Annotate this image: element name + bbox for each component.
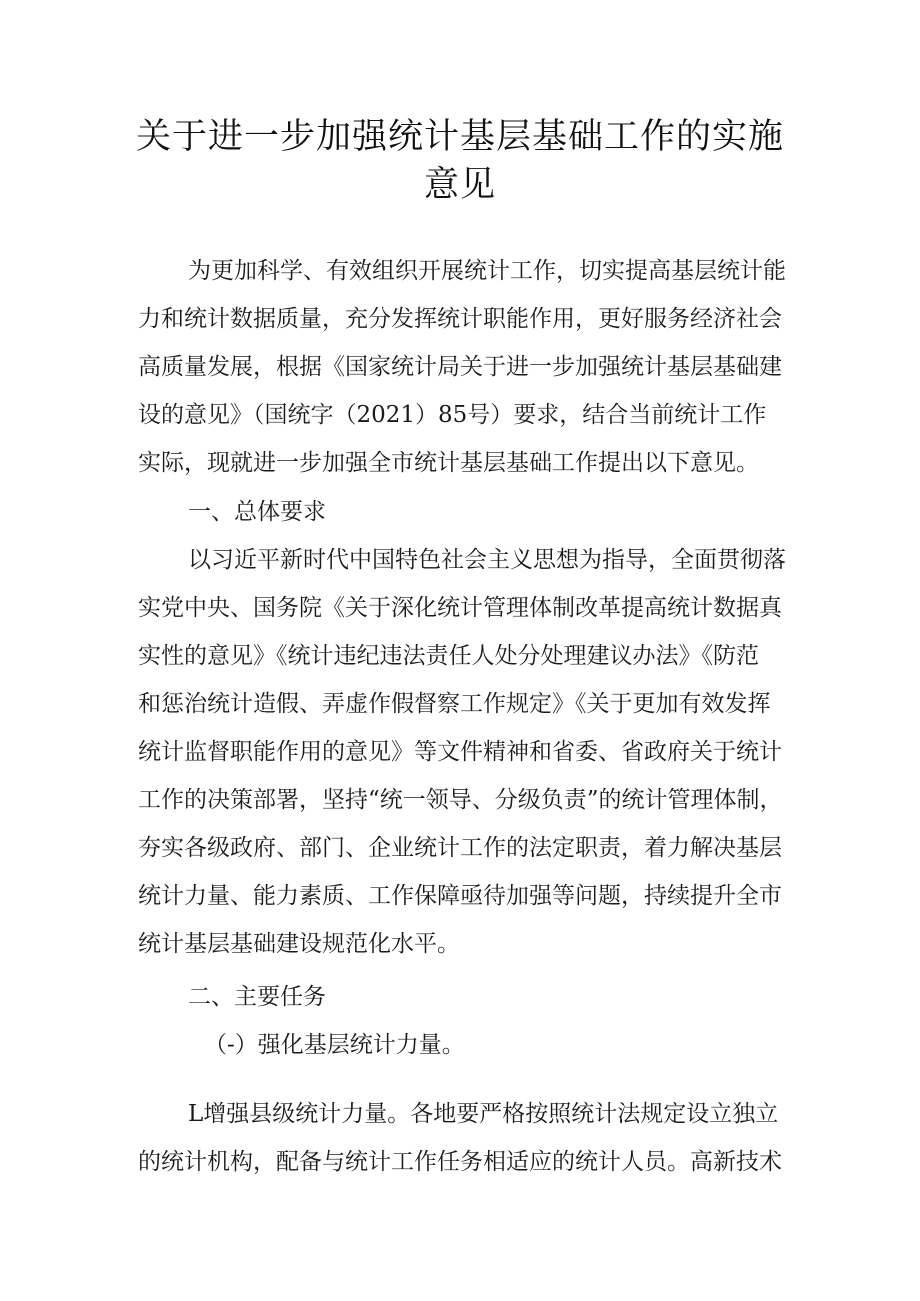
section-heading-2: 二、主要任务	[188, 984, 326, 1010]
subsection-heading-1: （-）强化基层统计力量。	[204, 1032, 465, 1058]
body-line: 实际，现就进一步加强全市统计基层基础工作提出以下意见。	[138, 450, 759, 476]
section-heading-1: 一、总体要求	[188, 499, 326, 525]
body-line: 的统计机构，配备与统计工作任务相适应的统计人员。高新技术	[138, 1149, 782, 1175]
body-line: 工作的决策部署，坚持“统一领导、分级负责”的统计管理体制，	[138, 787, 783, 813]
body-line: 实性的意见》《统计违纪违法责任人处分处理建议办法》《防范	[138, 643, 759, 669]
document-title-line-2: 意见	[423, 165, 496, 205]
body-line: 以习近平新时代中国特色社会主义思想为指导，全面贯彻落	[188, 547, 786, 573]
body-line: 为更加科学、有效组织开展统计工作，切实提高基层统计能	[188, 258, 786, 284]
body-line: L增强县级统计力量。各地要严格按照统计法规定设立独立	[188, 1101, 779, 1127]
body-line: 高质量发展，根据《国家统计局关于进一步加强统计基层基础建	[138, 354, 782, 380]
body-line: 实党中央、国务院《关于深化统计管理体制改革提高统计数据真	[138, 595, 782, 621]
body-line: 和惩治统计造假、弄虚作假督察工作规定》《关于更加有效发挥	[138, 691, 771, 717]
body-line: 统计力量、能力素质、工作保障亟待加强等问题，持续提升全市	[138, 883, 782, 909]
body-line: 统计基层基础建设规范化水平。	[138, 931, 460, 957]
body-line: 设的意见》（国统字（2021）85号）要求，结合当前统计工作	[138, 402, 767, 428]
document-title-line-1: 关于进一步加强统计基层基础工作的实施	[135, 117, 784, 157]
body-line: 夯实各级政府、部门、企业统计工作的法定职责，着力解决基层	[138, 835, 782, 861]
body-line: 统计监督职能作用的意见》等文件精神和省委、省政府关于统计	[138, 739, 782, 765]
body-line: 力和统计数据质量，充分发挥统计职能作用，更好服务经济社会	[138, 306, 782, 332]
